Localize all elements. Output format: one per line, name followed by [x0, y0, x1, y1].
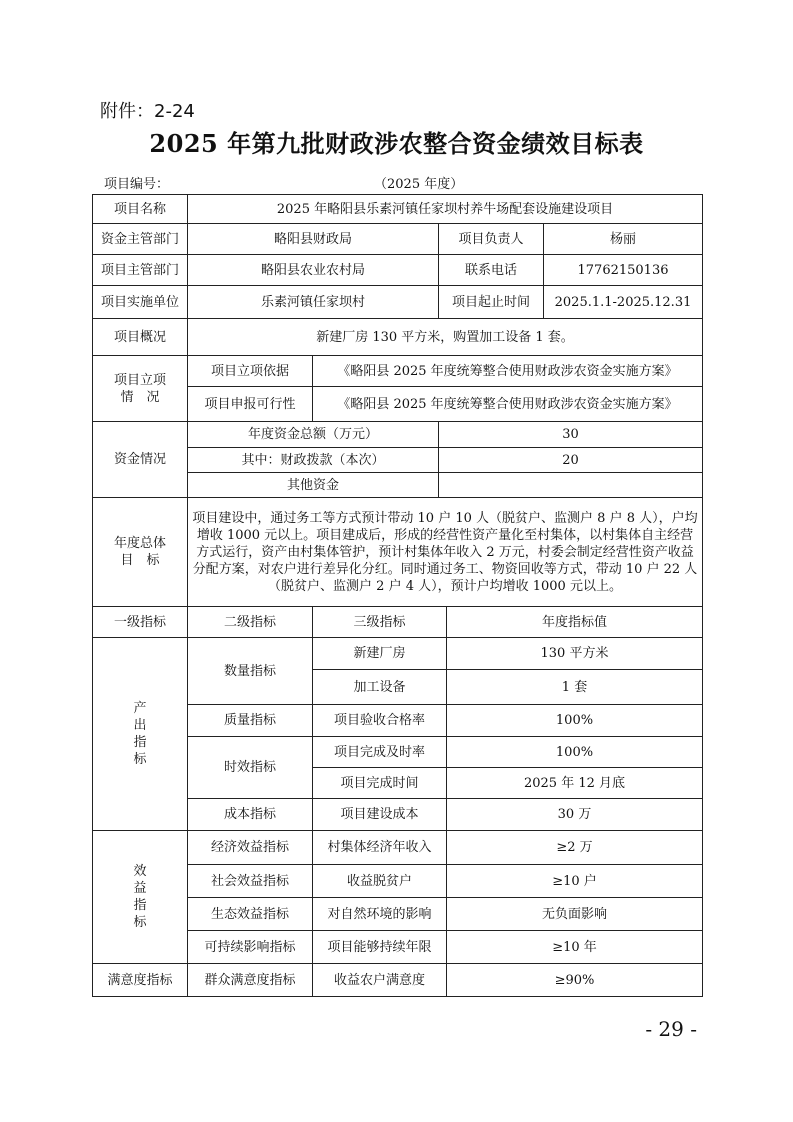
indicator-value: 100%: [447, 705, 703, 737]
phone-value: 17762150136: [544, 255, 703, 286]
feasibility-label: 项目申报可行性: [188, 387, 313, 422]
output-indicator-label: [93, 638, 188, 831]
setup-label-line: 情 况: [120, 389, 160, 405]
basis-label: 项目立项依据: [188, 356, 313, 387]
public-satisfaction-indicator: 群众满意度指标: [188, 964, 313, 997]
header-value: 年度指标值: [447, 607, 703, 638]
indicator-name: 村集体经济年收入: [313, 831, 447, 865]
benefit-label-char: 效: [133, 864, 147, 879]
indicator-name: 新建厂房: [313, 638, 447, 670]
funds-label: 资金情况: [93, 422, 188, 498]
indicator-name: 项目能够持续年限: [313, 931, 447, 964]
period-value: 2025.1.1-2025.12.31: [544, 286, 703, 319]
indicator-name: 项目验收合格率: [313, 705, 447, 737]
page-number: - 29 -: [645, 1017, 697, 1041]
cost-indicator: 成本指标: [188, 799, 313, 831]
table-row: [93, 224, 703, 255]
table-row: [93, 607, 703, 638]
feasibility-value: 《略阳县 2025 年度统筹整合使用财政涉农资金实施方案》: [313, 387, 703, 422]
table-row: [93, 255, 703, 286]
annual-goal-label: [93, 498, 188, 607]
table-row: [93, 498, 703, 607]
table-row: [93, 422, 703, 448]
indicator-value: 无负面影响: [447, 898, 703, 931]
benefit-label-char: 益: [133, 881, 147, 896]
performance-table: [92, 194, 703, 997]
project-dept-value: 略阳县农业农村局: [188, 255, 439, 286]
indicator-name: 加工设备: [313, 670, 447, 705]
other-funds-value: [439, 473, 703, 498]
output-label-char: 标: [133, 752, 147, 767]
quality-indicator: 质量指标: [188, 705, 313, 737]
total-funds-label: 年度资金总额（万元）: [188, 422, 439, 448]
indicator-value: ≥10 年: [447, 931, 703, 964]
annual-goal-text: 项目建设中，通过务工等方式预计带动 10 户 10 人（脱贫户、监测户 8 户 8 人），户均增收 1000 元以上。项目建成后，形成的经营性资产量化至村集体，以村集体自主经营方式运行，资产由村集体管护，预计村集体年收入 2 万元，村委会制定经营性资产收益分配方案，对农户进行差异化分红。同时通过务工、物资回收等方式，带动 10 户 22 人（脱贫户、监测户 2 户 4 人），预计户均增收 1000 元以上。: [188, 498, 703, 607]
period-label: 项目起止时间: [439, 286, 544, 319]
economic-indicator: 经济效益指标: [188, 831, 313, 865]
indicator-name: 项目完成时间: [313, 768, 447, 799]
satisfaction-indicator-label: 满意度指标: [93, 964, 188, 997]
table-row: [93, 286, 703, 319]
overview-value: 新建厂房 130 平方米，购置加工设备 1 套。: [188, 319, 703, 356]
output-label-char: 出: [133, 718, 147, 733]
page-title: 2025 年第九批财政涉农整合资金绩效目标表: [149, 129, 644, 158]
header-level1: 一级指标: [93, 607, 188, 638]
indicator-name: 收益农户满意度: [313, 964, 447, 997]
timeliness-indicator: 时效指标: [188, 737, 313, 799]
total-funds-value: 30: [439, 422, 703, 448]
leader-label: 项目负责人: [439, 224, 544, 255]
table-row: [93, 638, 703, 670]
table-row: [93, 831, 703, 865]
indicator-value: 2025 年 12 月底: [447, 768, 703, 799]
indicator-value: 1 套: [447, 670, 703, 705]
basis-value: 《略阳县 2025 年度统筹整合使用财政涉农资金实施方案》: [313, 356, 703, 387]
fiscal-funds-value: 20: [439, 448, 703, 473]
setup-label-line: 项目立项: [113, 372, 166, 388]
benefit-label-char: 指: [133, 898, 147, 913]
ecological-indicator: 生态效益指标: [188, 898, 313, 931]
indicator-value: ≥2 万: [447, 831, 703, 865]
fund-dept-label: 资金主管部门: [93, 224, 188, 255]
indicator-name: 收益脱贫户: [313, 865, 447, 898]
indicator-value: 30 万: [447, 799, 703, 831]
phone-label: 联系电话: [439, 255, 544, 286]
project-name-label: 项目名称: [93, 195, 188, 224]
project-number-label: 项目编号：: [104, 177, 170, 192]
table-row: [93, 319, 703, 356]
indicator-name: 项目建设成本: [313, 799, 447, 831]
benefit-label-char: 标: [133, 915, 147, 930]
year-label: （2025 年度）: [374, 177, 464, 192]
other-funds-label: 其他资金: [188, 473, 439, 498]
indicator-value: ≥90%: [447, 964, 703, 997]
setup-label: [93, 356, 188, 422]
benefit-indicator-label: [93, 831, 188, 964]
indicator-value: 130 平方米: [447, 638, 703, 670]
table-row: [93, 964, 703, 997]
indicator-name: 对自然环境的影响: [313, 898, 447, 931]
indicator-value: 100%: [447, 737, 703, 768]
social-indicator: 社会效益指标: [188, 865, 313, 898]
sustainability-indicator: 可持续影响指标: [188, 931, 313, 964]
output-label-char: 指: [133, 735, 147, 750]
indicator-value: ≥10 户: [447, 865, 703, 898]
quantity-indicator: 数量指标: [188, 638, 313, 705]
indicator-name: 项目完成及时率: [313, 737, 447, 768]
overview-label: 项目概况: [93, 319, 188, 356]
leader-value: 杨丽: [544, 224, 703, 255]
output-label-char: 产: [133, 701, 147, 716]
table-row: [93, 195, 703, 224]
header-level2: 二级指标: [188, 607, 313, 638]
annual-goal-label-line: 年度总体: [113, 536, 166, 551]
impl-unit-value: 乐素河镇任家坝村: [188, 286, 439, 319]
annual-goal-label-line: 目 标: [120, 553, 160, 568]
table-row: [93, 356, 703, 387]
fiscal-funds-label: 其中：财政拨款（本次）: [188, 448, 439, 473]
fund-dept-value: 略阳县财政局: [188, 224, 439, 255]
header-level3: 三级指标: [313, 607, 447, 638]
impl-unit-label: 项目实施单位: [93, 286, 188, 319]
attachment-label: 附件：2-24: [100, 101, 195, 122]
project-dept-label: 项目主管部门: [93, 255, 188, 286]
project-name-value: 2025 年略阳县乐素河镇任家坝村养牛场配套设施建设项目: [188, 195, 703, 224]
